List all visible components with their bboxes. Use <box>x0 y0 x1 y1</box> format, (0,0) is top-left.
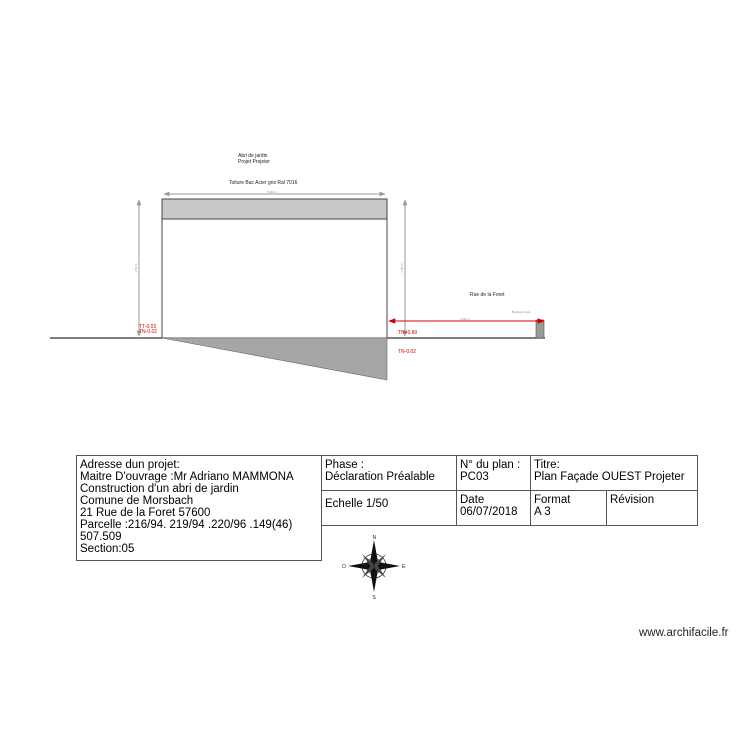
level-tt-left: TT-0.02 <box>139 324 157 330</box>
plan-number-label: N° du plan : <box>460 459 521 471</box>
revision-cell <box>606 490 698 526</box>
level-tn-left: TN-0.02 <box>139 329 158 335</box>
phase-cell <box>321 455 457 491</box>
drawing-title-line1: Abri de jardin <box>238 153 268 159</box>
street-label: Rue de la Foret <box>470 292 505 298</box>
title-cell <box>530 455 698 491</box>
compass-e: E <box>402 564 406 570</box>
compass-o: O <box>342 564 346 570</box>
construction-text: Construction d'un abri de jardin <box>80 483 239 495</box>
plan-number-value: PC03 <box>460 471 489 483</box>
boundary-label: Bordure limite <box>512 310 531 314</box>
street-text: 21 Rue de la Foret 57600 <box>80 507 211 519</box>
phase-label: Phase : <box>325 459 364 471</box>
compass-s: S <box>372 595 376 601</box>
date-label: Date <box>460 494 485 506</box>
plan-number-cell <box>456 455 531 491</box>
scale-cell <box>321 490 457 526</box>
dimension-height-left-label: 2.50 m <box>134 263 138 273</box>
boundary-post <box>536 320 544 338</box>
compass-rose-icon <box>342 535 406 601</box>
format-cell <box>530 490 607 526</box>
title-label: Titre: <box>534 459 560 471</box>
address-heading: Adresse dun projet: <box>80 459 180 471</box>
compass-n: N <box>372 535 377 541</box>
parcel-text-1: Parcelle :216/94. 219/94 .220/96 .149(46) <box>80 519 293 531</box>
commune-text: Comune de Morsbach <box>80 495 194 507</box>
format-value: A 3 <box>534 506 551 518</box>
scale-text: Echelle 1/50 <box>325 498 389 510</box>
section-text: Section:05 <box>80 543 135 555</box>
roof-label: Toiture Bac Acier gris Ral 7016 <box>229 180 298 186</box>
drawing-title-line2: Projet Projeter <box>238 159 270 165</box>
format-label: Format <box>534 494 571 506</box>
ground-wedge <box>162 338 387 380</box>
level-tn-right: TN+0.80 <box>398 330 418 336</box>
parcel-text-2: 507.509 <box>80 531 122 543</box>
address-cell <box>76 455 322 561</box>
owner-text: Maitre D'ouvrage :Mr Adriano MAMMONA <box>80 471 294 483</box>
title-value: Plan Façade OUEST Projeter <box>534 471 685 483</box>
watermark-text: www.archifacile.fr <box>639 627 729 639</box>
dimension-height-right-label: 2.50 m <box>400 263 404 273</box>
date-cell <box>456 490 531 526</box>
dimension-distance-label: 3.00 m <box>460 317 470 321</box>
revision-label: Révision <box>610 494 655 506</box>
roof-band <box>162 199 387 219</box>
level-tn-right2: TN-0.02 <box>398 349 417 355</box>
building-wall <box>162 219 387 338</box>
phase-value: Déclaration Préalable <box>325 471 435 483</box>
dimension-width-label: 5.00 m <box>267 190 277 194</box>
date-value: 06/07/2018 <box>460 506 518 518</box>
